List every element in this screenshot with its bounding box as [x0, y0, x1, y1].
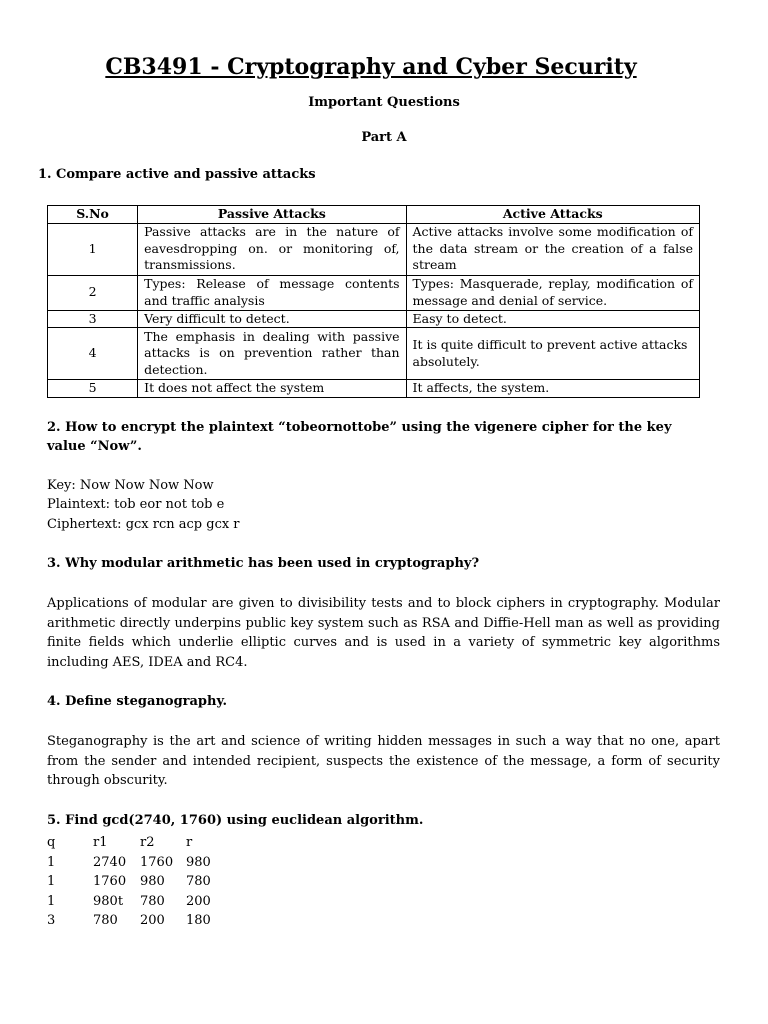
question-1-number: 1. [38, 167, 52, 182]
question-4-answer: Steganography is the art and science of writing hidden messages in such a way that no one, apart from the sender and intended recipient, suspects the existence of the message, a form of security through obscurity. [47, 734, 720, 788]
gcd-cell-r1: 980t [93, 893, 124, 909]
table-row [47, 853, 226, 873]
question-1 [38, 165, 316, 184]
gcd-cell-r1: 1760 [93, 874, 127, 889]
attacks-comparison-table [47, 205, 700, 398]
cell-active: Active attacks involve some modification of the data stream or the creation of a false stream [406, 223, 699, 275]
cell-active: It affects, the system. [406, 380, 699, 398]
header-sno: S.No [48, 206, 138, 224]
table-row [48, 275, 700, 310]
document-title: CB3491 - Cryptography and Cyber Security [105, 54, 637, 80]
vigenere-ciphertext: Ciphertext: gcx rcn acp gcx r [47, 517, 240, 532]
gcd-cell-r1: 2740 [93, 854, 127, 870]
table-row [48, 380, 700, 398]
part-heading: Part A [361, 130, 407, 145]
header-passive: Passive Attacks [138, 206, 406, 224]
gcd-cell-r2: 980 [140, 874, 165, 889]
gcd-cell-r: 180 [186, 913, 211, 928]
gcd-cell-r: 780 [186, 874, 211, 889]
gcd-cell-r2: 1760 [140, 854, 174, 870]
document-subtitle: Important Questions [308, 95, 460, 110]
cell-sno: 3 [48, 310, 138, 328]
question-4-text: 4. Define steganography. [47, 694, 228, 709]
gcd-header-q: q [47, 835, 56, 850]
gcd-cell-r1: 780 [93, 913, 118, 928]
table-row [47, 872, 226, 892]
gcd-header-r2: r2 [140, 835, 155, 850]
gcd-cell-r2: 200 [140, 913, 165, 928]
table-header-row [48, 206, 700, 224]
gcd-steps-table [47, 833, 226, 931]
cell-active: Easy to detect. [406, 310, 699, 328]
cell-passive: Types: Release of message contents and traffic analysis [138, 275, 406, 310]
gcd-cell-q: 1 [47, 874, 56, 889]
gcd-cell-r: 980 [186, 854, 211, 870]
question-3-answer: Applications of modular are given to divisibility tests and to block ciphers in cryptography. Modular arithmetic directly underpins public key system such as RSA and Diffie-Hell man as well as providing finite fields which underlie elliptic curves and is used in a variety of symmetric key algorithms including AES, IDEA and RC4. [47, 596, 720, 670]
cell-passive: The emphasis in dealing with passive attacks is on prevention rather than detection. [138, 328, 406, 380]
header-active: Active Attacks [406, 206, 699, 224]
cell-sno: 4 [48, 328, 138, 380]
cell-passive: It does not affect the system [138, 380, 406, 398]
cell-passive: Very difficult to detect. [138, 310, 406, 328]
vigenere-key: Key: Now Now Now Now [47, 478, 214, 493]
gcd-cell-q: 1 [47, 854, 56, 870]
vigenere-plaintext: Plaintext: tob eor not tob e [47, 497, 225, 512]
cell-sno: 1 [48, 223, 138, 275]
table-row [48, 328, 700, 380]
gcd-cell-r2: 780 [140, 893, 165, 909]
question-5-text: 5. Find gcd(2740, 1760) using euclidean algorithm. [47, 813, 424, 828]
question-3-text: 3. Why modular arithmetic has been used in cryptography? [47, 556, 480, 571]
table-row [47, 911, 226, 931]
table-row [47, 892, 226, 912]
table-row [48, 223, 700, 275]
gcd-cell-q: 1 [47, 893, 56, 909]
question-2-text: 2. How to encrypt the plaintext “tobeornottobe” using the vigenere cipher for the key value “Now”. [47, 420, 672, 454]
cell-active: It is quite difficult to prevent active attacks absolutely. [406, 328, 699, 380]
gcd-header-r1: r1 [93, 835, 108, 850]
cell-sno: 2 [48, 275, 138, 310]
gcd-cell-q: 3 [47, 913, 56, 928]
gcd-header-row [47, 833, 226, 853]
table-row [48, 310, 700, 328]
cell-sno: 5 [48, 380, 138, 398]
gcd-cell-r: 200 [186, 893, 211, 909]
gcd-header-r: r [186, 835, 193, 850]
question-1-text: Compare active and passive attacks [56, 167, 316, 182]
cell-active: Types: Masquerade, replay, modification of message and denial of service. [406, 275, 699, 310]
cell-passive: Passive attacks are in the nature of eavesdropping on. or monitoring of, transmissions. [138, 223, 406, 275]
